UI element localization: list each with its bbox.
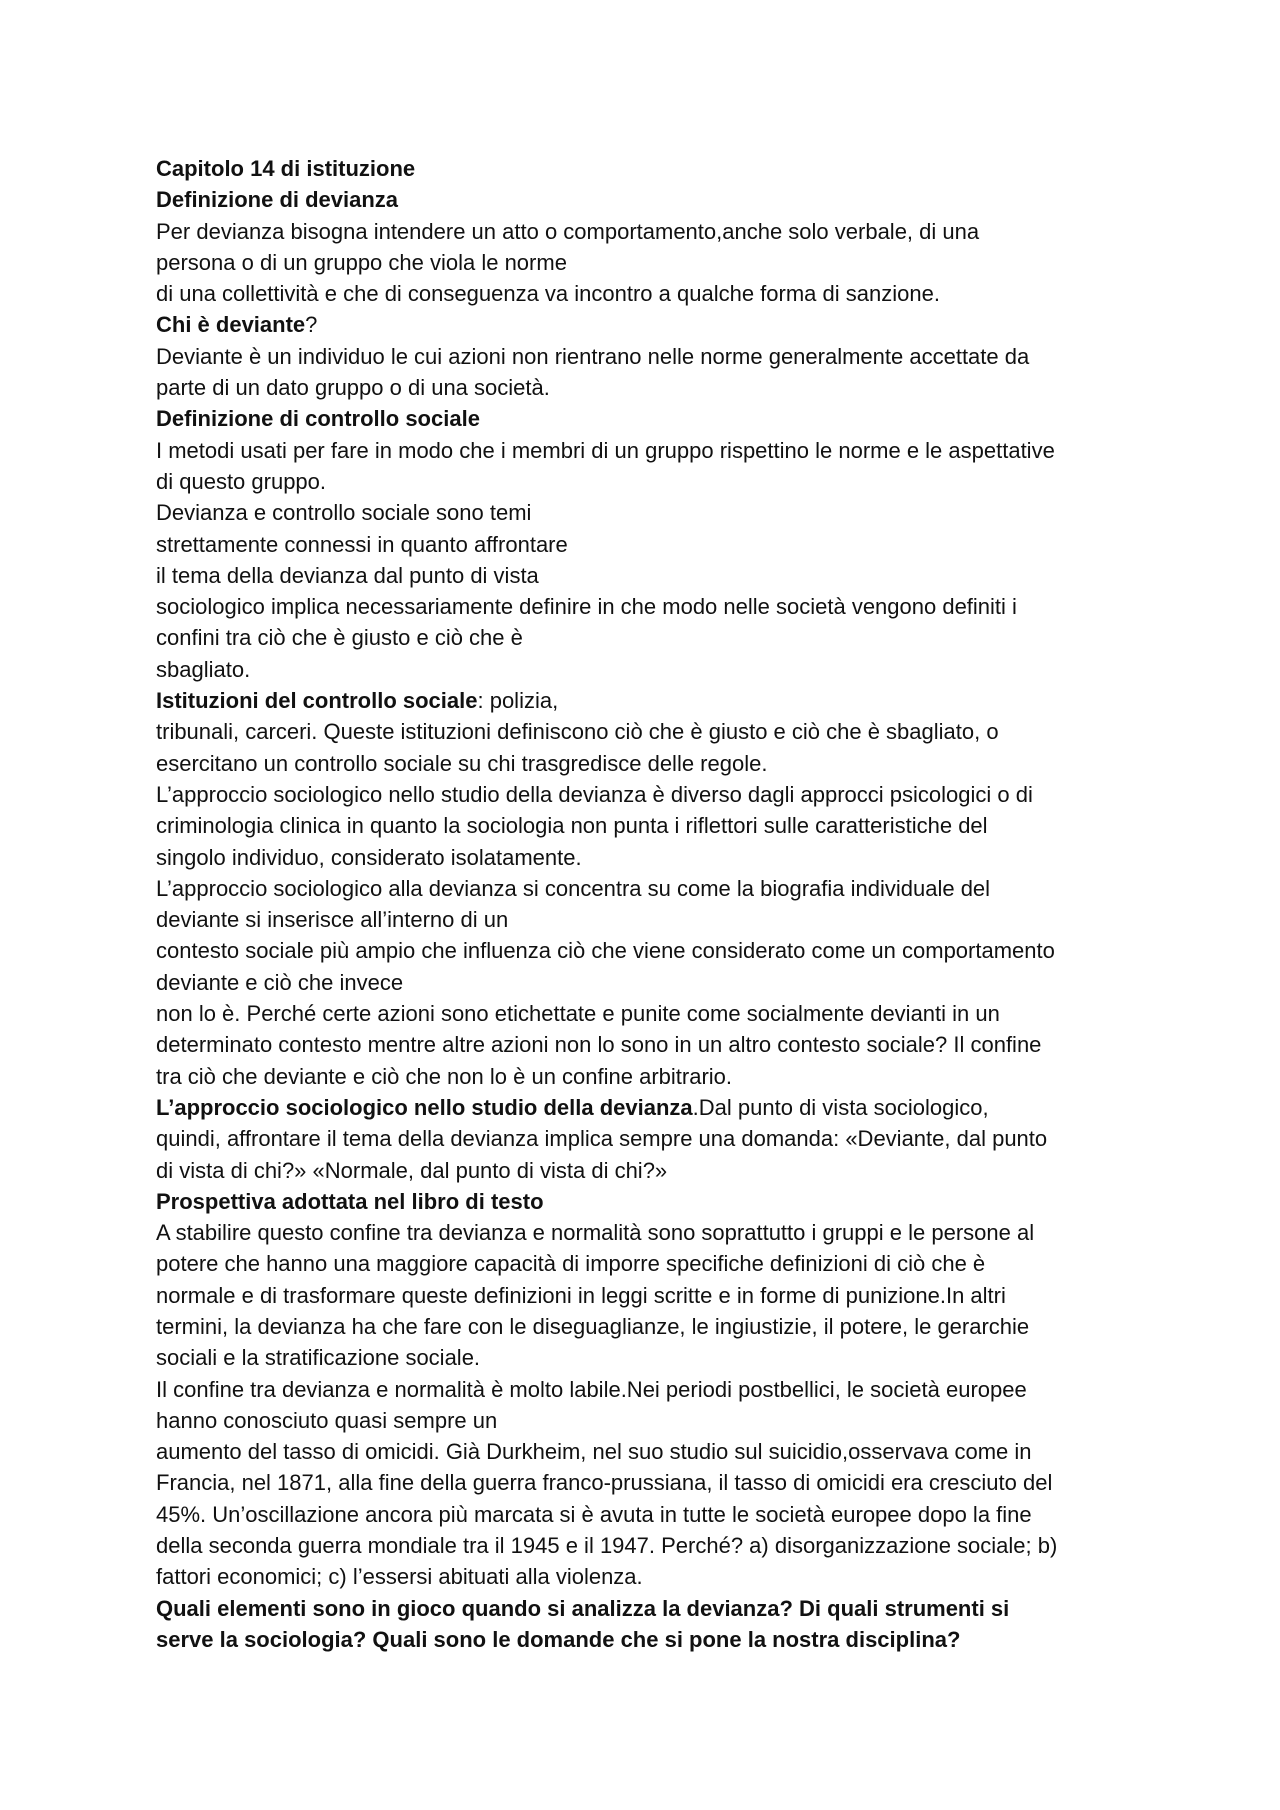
body-text: aumento del tasso di omicidi. Già Durkheim, nel suo studio sul suicidio,osservava come in	[156, 1439, 1032, 1465]
text-line	[156, 184, 1156, 215]
bold-text: L’approccio sociologico nello studio della devianza	[156, 1094, 693, 1120]
text-line	[156, 1624, 1156, 1655]
text-line	[156, 591, 1156, 622]
body-text: sociali e la stratificazione sociale.	[156, 1345, 481, 1371]
body-text: Il confine tra devianza e normalità è molto labile.Nei periodi postbellici, le società europee	[156, 1376, 1027, 1402]
body-text: L’approccio sociologico nello studio della devianza è diverso dagli approcci psicologici o di	[156, 781, 1033, 807]
bold-text: serve la sociologia? Quali sono le domande che si pone la nostra disciplina?	[156, 1626, 961, 1652]
text-line	[156, 685, 1156, 716]
text-line	[156, 622, 1156, 653]
text-line	[156, 1123, 1156, 1154]
body-text: termini, la devianza ha che fare con le diseguaglianze, le ingiustizie, il potere, le gerarchie	[156, 1313, 1030, 1339]
text-line	[156, 716, 1156, 747]
text-line	[156, 1561, 1156, 1592]
text-line	[156, 935, 1156, 966]
body-text: I metodi usati per fare in modo che i membri di un gruppo rispettino le norme e le aspettative	[156, 437, 1055, 463]
text-line	[156, 654, 1156, 685]
text-line	[156, 216, 1156, 247]
body-text: quindi, affrontare il tema della devianza implica sempre una domanda: «Deviante, dal punto	[156, 1126, 1048, 1152]
bold-text: Definizione di devianza	[156, 187, 399, 213]
body-text: ?	[305, 312, 318, 338]
bold-text: Definizione di controllo sociale	[156, 406, 480, 432]
body-text: strettamente connessi in quanto affrontare	[156, 531, 568, 557]
text-line	[156, 1280, 1156, 1311]
text-line	[156, 403, 1156, 434]
body-text: Francia, nel 1871, alla fine della guerra franco-prussiana, il tasso di omicidi era cresciuto del	[156, 1470, 1053, 1496]
body-text: esercitano un controllo sociale su chi trasgredisce delle regole.	[156, 750, 768, 776]
text-line	[156, 1029, 1156, 1060]
text-line	[156, 1092, 1156, 1123]
text-line	[156, 1248, 1156, 1279]
body-text: normale e di trasformare queste definizioni in leggi scritte e in forme di punizione.In altri	[156, 1282, 1006, 1308]
text-line	[156, 497, 1156, 528]
text-line	[156, 435, 1156, 466]
body-text: di vista di chi?» «Normale, dal punto di vista di chi?»	[156, 1157, 668, 1183]
text-line	[156, 341, 1156, 372]
text-line	[156, 372, 1156, 403]
body-text: contesto sociale più ampio che influenza ciò che viene considerato come un comportamento	[156, 938, 1055, 964]
text-line	[156, 1436, 1156, 1467]
text-line	[156, 529, 1156, 560]
body-text: Devianza e controllo sociale sono temi	[156, 500, 532, 526]
text-line	[156, 779, 1156, 810]
text-line	[156, 1342, 1156, 1373]
bold-text: Chi è deviante	[156, 312, 306, 338]
bold-text: Quali elementi sono in gioco quando si analizza la devianza? Di quali strumenti si	[156, 1595, 1010, 1621]
body-text: Deviante è un individuo le cui azioni non rientrano nelle norme generalmente accettate da	[156, 343, 1030, 369]
body-text: tra ciò che deviante e ciò che non lo è un confine arbitrario.	[156, 1063, 733, 1089]
body-text: potere che hanno una maggiore capacità di imporre specifiche definizioni di ciò che è	[156, 1251, 986, 1277]
text-line	[156, 1217, 1156, 1248]
body-text: sbagliato.	[156, 656, 251, 682]
text-line	[156, 748, 1156, 779]
text-line	[156, 1374, 1156, 1405]
body-text: criminologia clinica in quanto la sociologia non punta i riflettori sulle caratteristiche del	[156, 813, 988, 839]
text-line	[156, 967, 1156, 998]
body-text: confini tra ciò che è giusto e ciò che è	[156, 625, 523, 651]
body-text: di una collettività e che di conseguenza va incontro a qualche forma di sanzione.	[156, 281, 940, 307]
body-text: deviante si inserisce all’interno di un	[156, 907, 509, 933]
text-line	[156, 1530, 1156, 1561]
bold-text: Prospettiva adottata nel libro di testo	[156, 1188, 544, 1214]
body-text: determinato contesto mentre altre azioni non lo sono in un altro contesto sociale? Il confine	[156, 1032, 1042, 1058]
body-text: deviante e ciò che invece	[156, 969, 404, 995]
text-line	[156, 1311, 1156, 1342]
body-text: singolo individuo, considerato isolatamente.	[156, 844, 582, 870]
document-page	[156, 153, 1156, 1655]
text-line	[156, 278, 1156, 309]
text-line	[156, 1061, 1156, 1092]
text-line	[156, 1186, 1156, 1217]
body-text: 45%. Un’oscillazione ancora più marcata si è avuta in tutte le società europee dopo la fine	[156, 1501, 1032, 1527]
body-text: sociologico implica necessariamente definire in che modo nelle società vengono definiti i	[156, 594, 1017, 620]
body-text: fattori economici; c) l’essersi abituati alla violenza.	[156, 1564, 643, 1590]
body-text: parte di un dato gruppo o di una società.	[156, 375, 550, 401]
text-line	[156, 998, 1156, 1029]
text-line	[156, 1155, 1156, 1186]
body-text: non lo è. Perché certe azioni sono etichettate e punite come socialmente devianti in un	[156, 1001, 1000, 1027]
text-line	[156, 842, 1156, 873]
body-text: A stabilire questo confine tra devianza e normalità sono soprattutto i gruppi e le persone al	[156, 1220, 1035, 1246]
text-line	[156, 560, 1156, 591]
body-text: .Dal punto di vista sociologico,	[692, 1094, 989, 1120]
text-line	[156, 904, 1156, 935]
body-text: di questo gruppo.	[156, 468, 327, 494]
text-line	[156, 810, 1156, 841]
text-line	[156, 1467, 1156, 1498]
body-text: della seconda guerra mondiale tra il 1945 e il 1947. Perché? a) disorganizzazione sociale; b)	[156, 1533, 1058, 1559]
body-text: persona o di un gruppo che viola le norme	[156, 249, 567, 275]
body-text: tribunali, carceri. Queste istituzioni definiscono ciò che è giusto e ciò che è sbagliato, o	[156, 719, 999, 745]
text-line	[156, 1499, 1156, 1530]
text-line	[156, 1405, 1156, 1436]
body-text: hanno conosciuto quasi sempre un	[156, 1407, 498, 1433]
text-line	[156, 153, 1156, 184]
text-line	[156, 873, 1156, 904]
body-text: : polizia,	[477, 688, 559, 714]
bold-text: Capitolo 14 di istituzione	[156, 156, 416, 181]
text-line	[156, 247, 1156, 278]
body-text: il tema della devianza dal punto di vista	[156, 562, 539, 588]
body-text: Per devianza bisogna intendere un atto o comportamento,anche solo verbale, di una	[156, 218, 980, 244]
text-line	[156, 309, 1156, 340]
text-line	[156, 466, 1156, 497]
body-text: L’approccio sociologico alla devianza si concentra su come la biografia individuale del	[156, 875, 991, 901]
text-line	[156, 1593, 1156, 1624]
bold-text: Istituzioni del controllo sociale	[156, 688, 478, 714]
